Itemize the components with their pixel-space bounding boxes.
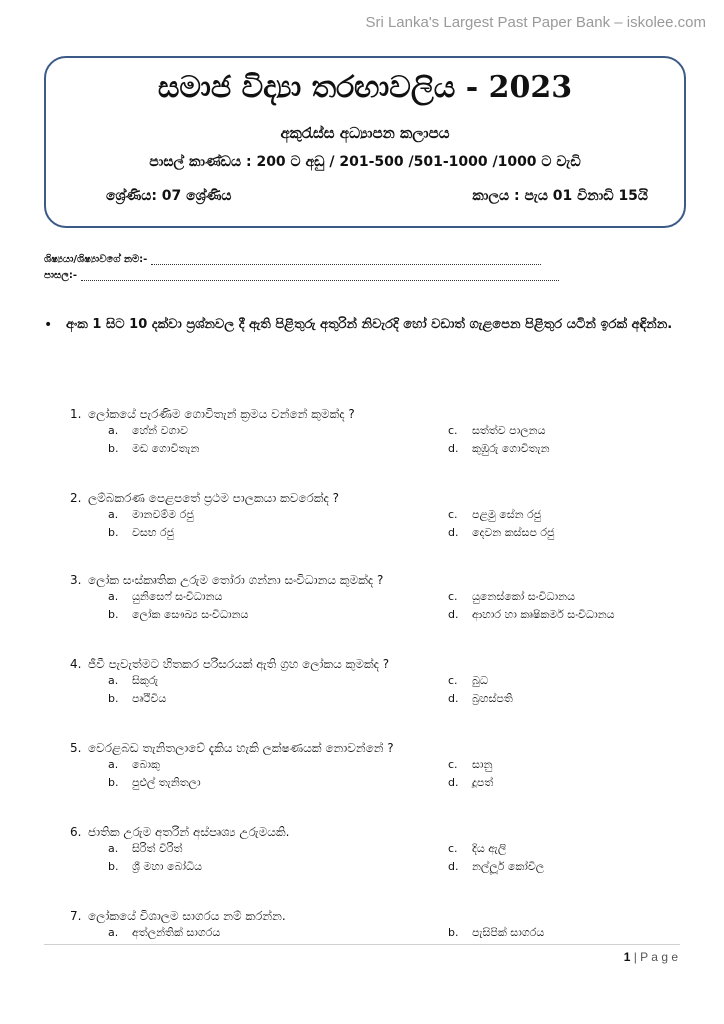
option-letter: b. bbox=[108, 860, 119, 873]
answer-option[interactable] bbox=[448, 508, 688, 522]
option-text: ශ්‍රී මහා බෝධිය bbox=[132, 860, 203, 873]
option-letter: a. bbox=[108, 424, 119, 437]
answer-option[interactable] bbox=[448, 842, 688, 856]
question-3 bbox=[70, 570, 670, 622]
answer-option[interactable] bbox=[448, 442, 688, 456]
answer-option[interactable] bbox=[448, 926, 688, 940]
option-letter: b. bbox=[108, 776, 119, 789]
option-grid bbox=[108, 842, 670, 874]
option-letter: b. bbox=[108, 442, 119, 455]
option-letter: d. bbox=[448, 776, 459, 789]
option-text: දෙවන කස්සප රජු bbox=[472, 526, 555, 539]
question-stem bbox=[70, 822, 670, 842]
option-text: ලෝක සෞඛ්‍ය සංවිධානය bbox=[132, 608, 249, 621]
school-category: පාසල් කාණ්ඩය : 200 ට අඩු / 201-500 /501-1000 /1000 ට වැඩි bbox=[149, 154, 581, 170]
answer-option[interactable] bbox=[108, 776, 448, 790]
zone-subtitle: අකුරැස්ස අධ්‍යාපන කලාපය bbox=[280, 124, 450, 142]
question-2 bbox=[70, 488, 670, 540]
question-4 bbox=[70, 654, 670, 706]
footer-divider bbox=[44, 944, 680, 945]
answer-option[interactable] bbox=[448, 424, 688, 438]
option-letter: d. bbox=[448, 608, 459, 621]
question-stem bbox=[70, 738, 670, 758]
option-text: සත්ත්ව පාලනය bbox=[472, 424, 546, 437]
option-letter: d. bbox=[448, 526, 459, 539]
answer-option[interactable] bbox=[448, 776, 688, 790]
instruction-text: අංක 1 සිට 10 දක්වා ප්‍රශ්නවල දී ඇති පිළිතුරු අතුරින් නිවැරදි හෝ වඩාත් ගැළපෙන පිළිතුර යටින් ඉරක් අඳින්න. bbox=[66, 317, 673, 332]
answer-option[interactable] bbox=[108, 758, 448, 772]
school-line[interactable] bbox=[81, 270, 559, 281]
answer-option[interactable] bbox=[448, 526, 688, 540]
question-text: ජාතික උරුම අතරින් අස්පෘශ්‍ය උරුමයකි. bbox=[88, 824, 290, 839]
option-letter: c. bbox=[448, 508, 458, 521]
option-grid bbox=[108, 758, 670, 790]
instruction-block bbox=[44, 314, 674, 336]
answer-option[interactable] bbox=[448, 674, 688, 688]
option-letter: d. bbox=[448, 442, 459, 455]
option-text: මඩ ගොවිතැන bbox=[132, 442, 200, 455]
question-text: ජීවී පැවැත්මට හිතකර පරිසරයක් ඇති ග්‍රහ ලෝකය කුමක්ද ? bbox=[88, 656, 390, 671]
watermark: Sri Lanka's Largest Past Paper Bank – iskolee.com bbox=[365, 14, 706, 31]
question-text: වෙරළබඩ තැනිතලාවේ දැකිය හැකි ලක්ෂණයක් නොවන්නේ ? bbox=[88, 740, 394, 755]
option-text: බොකු bbox=[132, 758, 160, 771]
option-grid bbox=[108, 508, 670, 540]
answer-option[interactable] bbox=[108, 590, 448, 604]
option-text: අත්ලන්තික් සාගරය bbox=[132, 926, 221, 939]
option-text: ආහාර හා කෘෂිකර්ම සංවිධානය bbox=[472, 608, 615, 621]
option-text: නල්ලූර් කෝවිල bbox=[472, 860, 545, 873]
option-text: පුළුල් තැනිතලා bbox=[132, 776, 201, 789]
school-field bbox=[44, 270, 559, 281]
answer-option[interactable] bbox=[448, 590, 688, 604]
question-1 bbox=[70, 404, 670, 456]
question-number: 1. bbox=[70, 407, 82, 421]
option-text: දිය ඇලි bbox=[472, 842, 507, 855]
question-text: ලෝකයේ විශාලම සාගරය නම් කරන්න. bbox=[88, 908, 286, 923]
question-text: ලෝකයේ පැරණිම ගොවිතැන් ක්‍රමය වන්නේ කුමක්ද ? bbox=[88, 406, 355, 421]
option-letter: b. bbox=[108, 526, 119, 539]
answer-option[interactable] bbox=[108, 508, 448, 522]
option-text: කුඹුරු ගොවිතැන bbox=[472, 442, 550, 455]
option-text: දූපත් bbox=[472, 776, 494, 789]
answer-option[interactable] bbox=[108, 692, 448, 706]
option-text: පළමු සේන රජු bbox=[472, 508, 542, 521]
option-letter: c. bbox=[448, 674, 458, 687]
answer-option[interactable] bbox=[108, 926, 448, 940]
option-letter: a. bbox=[108, 926, 119, 939]
page-label: | P a g e bbox=[633, 950, 678, 964]
option-letter: c. bbox=[448, 758, 458, 771]
question-stem bbox=[70, 404, 670, 424]
exam-title: සමාජ විද්‍යා තරඟාවලිය - 2023 bbox=[157, 70, 573, 105]
answer-option[interactable] bbox=[108, 526, 448, 540]
question-stem bbox=[70, 654, 670, 674]
option-text: සිකුරු bbox=[132, 674, 159, 687]
question-stem bbox=[70, 906, 670, 926]
answer-option[interactable] bbox=[108, 424, 448, 438]
answer-option[interactable] bbox=[448, 692, 688, 706]
option-text: සිරිත් විරිත් bbox=[132, 842, 183, 855]
option-letter: b. bbox=[108, 692, 119, 705]
option-letter: a. bbox=[108, 674, 119, 687]
student-name-label: ශිෂ්‍යයා/ශිෂ්‍යාවගේ නම:- bbox=[44, 254, 148, 265]
option-text: වසභ රජු bbox=[132, 526, 175, 539]
question-number: 4. bbox=[70, 657, 82, 671]
grade-label: ශ්‍රේණිය: 07 ශ්‍රේණිය bbox=[106, 188, 232, 204]
question-7 bbox=[70, 906, 670, 940]
student-name-field bbox=[44, 254, 541, 265]
question-6 bbox=[70, 822, 670, 874]
option-text: මානවම්ම රජු bbox=[132, 508, 194, 521]
option-letter: b. bbox=[108, 608, 119, 621]
option-letter: a. bbox=[108, 842, 119, 855]
duration-label: කාලය : පැය 01 විනාඩි 15යි bbox=[472, 188, 648, 204]
answer-option[interactable] bbox=[108, 842, 448, 856]
answer-option[interactable] bbox=[108, 860, 448, 874]
answer-option[interactable] bbox=[448, 608, 688, 622]
question-number: 5. bbox=[70, 741, 82, 755]
question-number: 7. bbox=[70, 909, 82, 923]
option-text: යුනිසෙෆ් සංවිධානය bbox=[132, 590, 223, 603]
question-text: ලෝක සංස්කෘතික උරුම තෝරා ගන්නා සංවිධානය කුමක්ද ? bbox=[88, 572, 384, 587]
option-letter: a. bbox=[108, 758, 119, 771]
question-stem bbox=[70, 570, 670, 590]
option-letter: b. bbox=[448, 926, 459, 939]
answer-option[interactable] bbox=[448, 860, 688, 874]
question-stem bbox=[70, 488, 670, 508]
answer-option[interactable] bbox=[108, 674, 448, 688]
option-letter: d. bbox=[448, 692, 459, 705]
option-letter: c. bbox=[448, 842, 458, 855]
option-text: සානු bbox=[472, 758, 493, 771]
answer-option[interactable] bbox=[108, 608, 448, 622]
page-footer bbox=[624, 950, 678, 964]
bullet-icon: • bbox=[44, 317, 53, 333]
option-letter: a. bbox=[108, 508, 119, 521]
option-text: පැසිපික් සාගරය bbox=[472, 926, 545, 939]
question-5 bbox=[70, 738, 670, 790]
option-grid bbox=[108, 424, 670, 456]
option-text: හේන් වගාව bbox=[132, 424, 188, 437]
option-grid bbox=[108, 674, 670, 706]
option-text: බ්‍රහස්පති bbox=[472, 692, 513, 705]
option-text: බුධ bbox=[472, 674, 489, 687]
option-text: යුනෙස්කෝ සංවිධානය bbox=[472, 590, 576, 603]
student-name-line[interactable] bbox=[151, 254, 541, 265]
question-number: 3. bbox=[70, 573, 82, 587]
exam-header-box bbox=[44, 56, 686, 228]
option-grid bbox=[108, 590, 670, 622]
question-text: ලම්බකරණ පෙළපතේ ප්‍රථම පාලකයා කවරෙක්ද ? bbox=[88, 490, 340, 505]
question-number: 2. bbox=[70, 491, 82, 505]
answer-option[interactable] bbox=[108, 442, 448, 456]
answer-option[interactable] bbox=[448, 758, 688, 772]
option-grid bbox=[108, 926, 670, 940]
option-letter: c. bbox=[448, 424, 458, 437]
option-text: පෘථිවිය bbox=[132, 692, 167, 705]
question-number: 6. bbox=[70, 825, 82, 839]
option-letter: d. bbox=[448, 860, 459, 873]
page-number: 1 bbox=[623, 950, 631, 964]
option-letter: c. bbox=[448, 590, 458, 603]
school-label: පාසල:- bbox=[44, 270, 78, 281]
option-letter: a. bbox=[108, 590, 119, 603]
